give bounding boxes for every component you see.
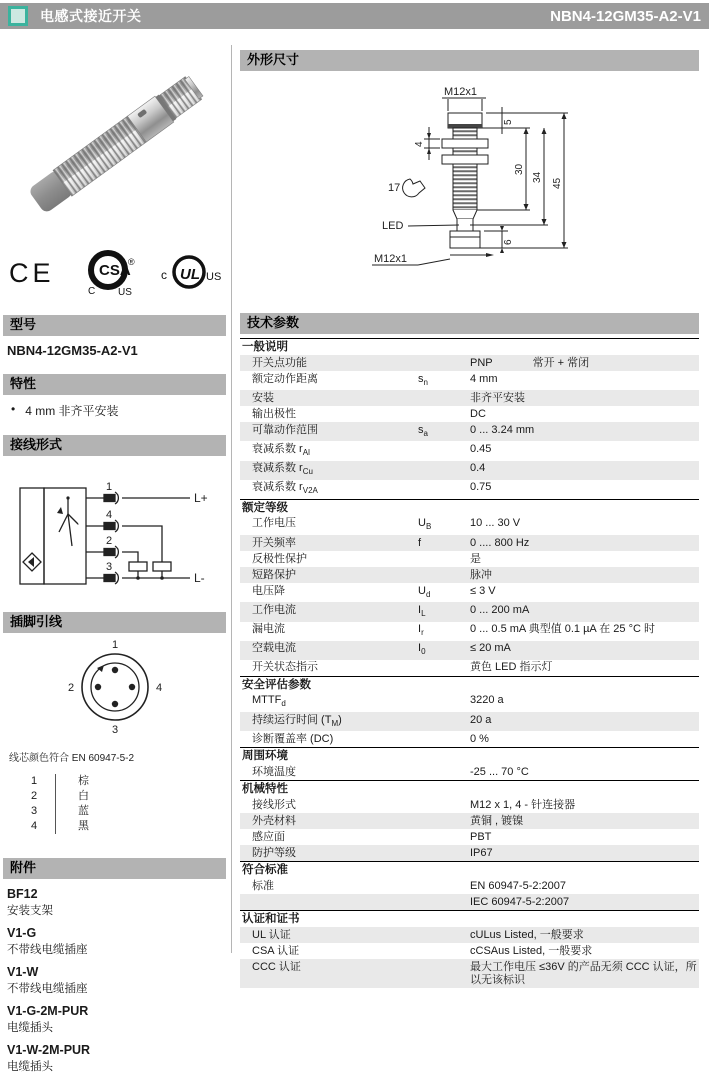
spec-row [240, 829, 699, 845]
spec-symbol: $s_a$ [418, 423, 428, 438]
spec-label: CSA 认证 [252, 944, 300, 957]
spec-symbol: $U_d$ [418, 584, 431, 599]
spec-value: cULus Listed, 一般要求 [470, 928, 584, 941]
spec-label: 短路保护 [252, 568, 296, 581]
certification-logos [9, 247, 220, 299]
svg-text:®: ® [127, 257, 135, 267]
spec-row [240, 390, 699, 406]
spec-symbol [418, 929, 470, 942]
svg-text:2: 2 [67, 682, 74, 694]
svg-text:1: 1 [111, 639, 118, 651]
section-header-tech: 技术参数 [240, 313, 699, 334]
spec-label: 外壳材料 [252, 814, 296, 827]
spec-row [240, 641, 699, 660]
accessory-item [7, 965, 226, 996]
spec-symbol: $I_r$ [418, 623, 424, 638]
spec-row [240, 516, 699, 535]
feature-item [9, 402, 226, 419]
spec-value: M12 x 1, 4 - 针连接器 [470, 798, 576, 811]
section-header-pinout: 插脚引线 [3, 612, 226, 633]
spec-label: 开关频率 [252, 536, 296, 549]
section-header-model: 型号 [3, 315, 226, 336]
spec-symbol [418, 481, 470, 497]
spec-label: UL 认证 [252, 928, 291, 941]
spec-value: 非齐平安装 [470, 391, 525, 404]
spec-label: 感应面 [252, 830, 285, 843]
spec-value: 4 mm [470, 372, 498, 385]
svg-text:C: C [87, 286, 95, 297]
svg-text:CE: CE [9, 258, 55, 288]
spec-value: 0 ... 0.5 mA 典型值 0.1 µA 在 25 °C 时 [470, 623, 655, 635]
spec-row [240, 693, 699, 712]
accessory-desc: 电缆插头 [7, 1061, 53, 1073]
spec-symbol: $U_B$ [418, 517, 432, 532]
spec-label: 工作电压 [252, 517, 296, 530]
svg-text:LED: LED [381, 220, 403, 232]
spec-symbol [418, 408, 470, 421]
spec-value: cCSAus Listed, 一般要求 [470, 944, 593, 957]
spec-label: 衰减系数 $r_{Cu}$ [252, 462, 313, 477]
spec-symbol [418, 661, 470, 674]
accessory-name: V1-G-2M-PUR [7, 1004, 89, 1018]
spec-label: 额定动作距离 [252, 372, 318, 385]
section-header-dimensions: 外形尺寸 [240, 50, 699, 71]
svg-text:6: 6 [502, 239, 514, 245]
spec-value: 0 .... 800 Hz [470, 536, 530, 549]
svg-text:34: 34 [531, 171, 543, 183]
spec-symbol [418, 694, 470, 710]
svg-text:L-: L- [193, 571, 205, 585]
wire-row [31, 774, 226, 789]
wire-color: 棕 [55, 774, 89, 789]
page-title: 电感式接近开关 [40, 8, 142, 24]
spec-row [240, 959, 699, 988]
spec-label: 接线形式 [252, 798, 296, 811]
spec-value: ≤ 3 V [470, 584, 496, 597]
wire-row [31, 789, 226, 804]
spec-value: 20 a [470, 713, 492, 726]
spec-symbol [418, 462, 470, 478]
spec-label: 开关状态指示 [252, 661, 318, 674]
wiring-diagram [12, 474, 218, 596]
spec-section-title: 认证和证书 [240, 910, 699, 927]
spec-value: PBT [470, 830, 492, 843]
accessory-item [7, 1043, 226, 1074]
wire-row [31, 819, 226, 834]
spec-symbol [418, 799, 470, 812]
spec-label: 诊断覆盖率 (DC) [252, 732, 334, 745]
spec-value: IP67 [470, 846, 493, 859]
accessory-name: V1-W-2M-PUR [7, 1043, 91, 1057]
spec-value: 最大工作电压 ≤36V 的产品无须 CCC 认证，所以无该标识 [470, 960, 697, 986]
spec-row [240, 878, 699, 894]
accessory-desc: 不带线电缆插座 [7, 944, 88, 956]
spec-label: 漏电流 [252, 623, 285, 635]
spec-label: 输出极性 [252, 407, 296, 420]
spec-value: PNP 常开 + 常闭 [470, 356, 590, 369]
spec-label: 衰减系数 $r_{Al}$ [252, 442, 310, 458]
wire-color: 白 [55, 789, 89, 804]
wire-color: 蓝 [55, 804, 89, 819]
spec-value: 脉冲 [470, 568, 492, 581]
spec-value: 0.4 [470, 462, 486, 475]
spec-value: 10 ... 30 V [470, 517, 521, 530]
spec-label [242, 896, 418, 909]
bullet-icon: • [11, 402, 16, 416]
svg-text:3: 3 [105, 561, 112, 573]
spec-label: 安装 [252, 391, 274, 404]
spec-symbol [418, 733, 470, 746]
spec-symbol [418, 357, 470, 370]
spec-label: 标准 [252, 879, 274, 892]
wire-color-table [31, 774, 226, 834]
spec-symbol [418, 569, 470, 582]
accessory-desc: 电缆插头 [7, 1022, 53, 1034]
spec-symbol [418, 714, 470, 730]
spec-label: $MTTF_d$ [252, 694, 286, 709]
section-header-features: 特性 [3, 374, 226, 395]
spec-row [240, 551, 699, 567]
ul-logo [158, 253, 220, 293]
csa-logo [78, 249, 142, 297]
spec-row [240, 480, 699, 499]
spec-row [240, 764, 699, 780]
accessory-name: V1-W [7, 965, 39, 979]
spec-row [240, 660, 699, 676]
accessories-list [3, 887, 226, 1074]
wire-row [31, 804, 226, 819]
spec-label: 可靠动作范围 [252, 423, 318, 436]
section-header-accessories: 附件 [3, 858, 226, 879]
spec-row [240, 422, 699, 441]
spec-label: 衰减系数 $r_{V2A}$ [252, 481, 318, 496]
page-header [0, 3, 709, 29]
spec-value: DC [470, 407, 486, 420]
wire-pin: 2 [31, 790, 38, 802]
spec-value: -25 ... 70 °C [470, 765, 529, 778]
spec-symbol: f [418, 536, 422, 549]
spec-label: CCC 认证 [252, 960, 301, 973]
spec-row [240, 406, 699, 422]
wire-pin: 3 [31, 805, 38, 817]
section-header-connection: 接线形式 [3, 435, 226, 456]
spec-row [240, 943, 699, 959]
spec-section-title: 周围环境 [240, 747, 699, 764]
svg-text:4: 4 [413, 141, 425, 147]
spec-value: ≤ 20 mA [470, 642, 511, 655]
spec-label: 空载电流 [252, 642, 296, 655]
svg-text:M12x1: M12x1 [373, 253, 407, 265]
spec-section-title: 安全评估参数 [240, 676, 699, 693]
spec-symbol: $I_L$ [418, 603, 426, 618]
spec-value: 黄色 LED 指示灯 [470, 661, 553, 674]
spec-section-title: 符合标准 [240, 861, 699, 878]
spec-row [240, 441, 699, 460]
right-column [232, 29, 709, 986]
accessory-item [7, 1004, 226, 1035]
accessory-item [7, 926, 226, 957]
svg-text:2: 2 [105, 535, 112, 547]
wire-pin: 4 [31, 820, 38, 832]
spec-symbol [418, 945, 470, 958]
spec-label: 持续运行时间 $(T_M)$ [252, 713, 342, 728]
spec-row [240, 355, 699, 371]
spec-symbol [418, 392, 470, 405]
spec-row [240, 567, 699, 583]
svg-text:30: 30 [513, 163, 525, 175]
spec-symbol [418, 815, 470, 828]
spec-row [240, 602, 699, 621]
spec-value: EN 60947-5-2:2007 [470, 879, 567, 892]
spec-value: 0 ... 200 mA [470, 603, 530, 616]
spec-symbol [418, 847, 470, 860]
spec-row [240, 712, 699, 731]
accessory-name: BF12 [7, 887, 38, 901]
spec-row [240, 797, 699, 813]
svg-text:4: 4 [155, 682, 162, 694]
spec-label: 开关点功能 [252, 356, 307, 369]
spec-row [240, 845, 699, 861]
spec-row [240, 535, 699, 551]
svg-text:L+: L+ [193, 491, 208, 505]
spec-symbol: $I_0$ [418, 642, 426, 657]
spec-symbol [418, 553, 470, 566]
spec-symbol [418, 766, 470, 779]
accessory-name: V1-G [7, 926, 37, 940]
spec-row [240, 583, 699, 602]
accessory-desc: 不带线电缆插座 [7, 983, 88, 995]
product-image [15, 42, 215, 242]
spec-row [240, 813, 699, 829]
svg-text:4: 4 [105, 509, 112, 521]
svg-text:CSA: CSA [98, 262, 131, 279]
svg-text:c: c [161, 268, 167, 282]
model-number: NBN4-12GM35-A2-V1 [7, 343, 138, 358]
spec-value: 0.45 [470, 442, 492, 455]
wire-color-note: 线芯颜色符合 EN 60947-5-2 [9, 753, 135, 764]
spec-value: 黄铜 , 镀镍 [470, 814, 524, 827]
svg-text:3: 3 [111, 724, 118, 736]
spec-label: 环境温度 [252, 765, 296, 778]
spec-value: IEC 60947-5-2:2007 [470, 895, 570, 908]
spec-label: 防护等级 [252, 846, 296, 859]
spec-row [240, 731, 699, 747]
accessory-item [7, 887, 226, 918]
svg-text:UL: UL [180, 266, 200, 283]
spec-value: 3220 a [470, 694, 504, 707]
spec-section-title: 额定等级 [240, 499, 699, 516]
spec-symbol [418, 961, 470, 987]
dimension-drawing [330, 79, 610, 297]
accessory-desc: 安装支架 [7, 905, 53, 917]
spec-value: 0.75 [470, 481, 492, 494]
spec-symbol [418, 880, 470, 893]
header-model-number: NBN4-12GM35-A2-V1 [550, 7, 701, 25]
ce-mark-logo [9, 256, 61, 290]
spec-row [240, 894, 699, 910]
svg-text:US: US [206, 271, 222, 283]
spec-label: 电压降 [252, 584, 285, 597]
spec-row [240, 622, 699, 641]
svg-text:US: US [117, 287, 132, 298]
spec-value: 0 ... 3.24 mm [470, 423, 535, 436]
spec-value: 是 [470, 552, 481, 565]
spec-symbol [418, 896, 470, 909]
spec-symbol: $s_n$ [418, 372, 428, 387]
spec-symbol [418, 443, 470, 459]
brand-icon [8, 6, 28, 26]
svg-text:45: 45 [551, 177, 563, 189]
spec-value: 0 % [470, 732, 489, 745]
spec-label: 反极性保护 [252, 552, 307, 565]
spec-row [240, 927, 699, 943]
svg-text:M12x1: M12x1 [443, 86, 477, 98]
spec-label: 工作电流 [252, 603, 296, 616]
feature-text: 4 mm 非齐平安装 [25, 404, 119, 418]
spec-symbol [418, 831, 470, 844]
wire-color: 黑 [55, 819, 89, 834]
svg-text:17: 17 [387, 182, 400, 194]
connector-pinout-diagram [40, 637, 190, 737]
spec-row [240, 371, 699, 390]
wire-pin: 1 [31, 775, 38, 787]
product-photo [3, 41, 226, 243]
spec-section-title: 一般说明 [240, 338, 699, 355]
tech-table [240, 338, 699, 988]
spec-section-title: 机械特性 [240, 780, 699, 797]
left-column [0, 29, 228, 1073]
spec-row [240, 461, 699, 480]
svg-text:1: 1 [105, 481, 112, 493]
svg-text:5: 5 [502, 119, 514, 125]
